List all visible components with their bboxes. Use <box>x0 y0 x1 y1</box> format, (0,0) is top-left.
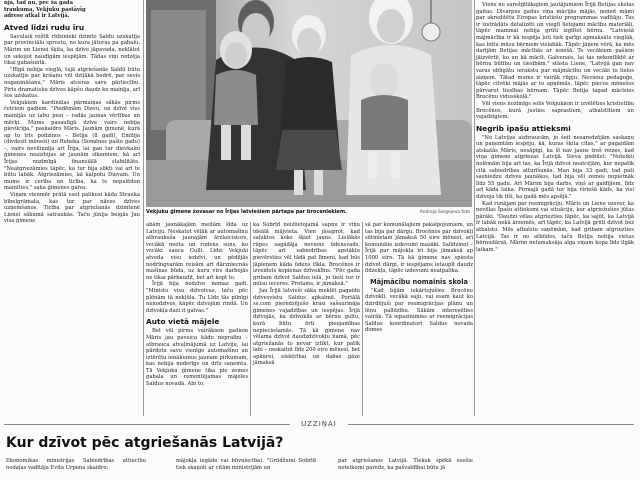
left-paragraph: Savulaik rožtīt rīdzinieki dzimto Saldu uzskatīja par provinciālu sprostu, no kura jāturas pa gabalu. Mārim un Lienei šķita, ka dzīve jāpavada, neklātot un sekojot naudīgām iespējām. Tādas viņi redzēja tikai gabašuntā. <box>4 33 140 67</box>
section-label: UZZIŅAI <box>290 418 348 430</box>
right-paragraph: Viens no sarežģītākajiem jautājumiem Īrijā Betijas skolas gaitas. Divarpus gadus viņa mācījās mājās, ņemot māmi par akreditētu Eiropas kristiešu programmas vadītāju. Tas ir izstrādāts detalizēti un vieglī lietojami mācību materiāli, tāpēc mammai nebija grūti izglītot bērnu. "Latviešā mājmācība ir kā iespēja ļoti tiek garīgi apmaksāts vieglāk, kas būtu mūsu bērniem vislabāk. Tāpēc jāņem vērā, ka mēs darījām Betijas mācībās ar ienešā. Te vecākiem pašiem jāizvērtē, ko un kā mācīt. Galvenais, lai tas nekonfliktē ar bērnu būtību un tiesībām," stāsta Liene, "Latvijā gan nav varas obligātu ierakstu par mājmācību un vecāki to lielos aizņem. Tātad mums ir vairāk rūpju. Nevienu pedagoģe, tāpēc cilvēki mājās ar to apņēmās, tāpēc piecos mēnešos pārvarot tiesības bērnam. Tāpēc Betija tagad mācīsies Brocēnu vidusskolā." <box>476 2 634 101</box>
body-column-2 <box>253 222 360 367</box>
left-paragraph: "Rīgā nebija vieglā, tajā atgriešanās Saldū būtu uzskatījis par krišanu vēl dziļākā bedrē, par sevis noganināšanu," Māris atceras savu pārliecību. Pirts dramatisku dzīves kāpšu daudz ko mainīja, arī šos uzskatus. <box>4 66 140 100</box>
column-divider <box>250 222 251 416</box>
body-column-3 <box>365 222 473 334</box>
right-column <box>476 2 634 253</box>
bottom-headline: Kur dzīvot pēc atgriešanās Latvijā? <box>6 435 284 451</box>
column-divider <box>362 222 363 416</box>
body-paragraph: "Kad bijām iekārtojušies Brocēnu dzīvoklī, vecākā saju, vai esam kaut ko dzirdējuši par reemigrācijas plānu un lēņu palīdzību. Sākām interesēties vairāk. Tā iepazinimies ar reemigrācijas Saldus koordinatori Saldus novada domes <box>365 287 473 334</box>
body-paragraph: abām jaunākajām meitām šīda uz Latviju. Neskatot vēlāk ar automašīnu atbraukuša jaunajām ārzlaicistors, vecākā meita un rudens suns, ko vecāki sauca Gulli. Līdzi Vekjuki atveda visu iedzīvi, un pēdējās nodrīngvarām reisām arī dārzniecnās mašīnas būda, uz kuru vīrs darbojās ne tikai pārbaudit, bet arī kopt to. <box>146 222 248 281</box>
section-heading: Auto vietā mājele <box>146 317 220 327</box>
body-column-1 <box>146 222 248 388</box>
column-divider <box>143 0 144 416</box>
right-paragraph: Vēl viens nozīmīgs solis Vekjukiem ir izvēlēties kristietību Brocēnos, kurā justies saprastiem, atbalstītiem un vajadzīgiem. <box>476 100 634 121</box>
sub-heading: Mājmācību nomainīs skola <box>370 277 468 286</box>
left-paragraph: Vekjukiem kardinālas pārmaiņas sākās pirms četriem gadiem. "Piedēmām Dievu, un dzīvē viss mainījās uz labu pusi – radās jaunas vērtības un mērķi. Mums pasaulīgā dzīve vairs nebija pievilcīga," paskaidro Māris. Jaunām ģimenē, kurā ap to īrls podziņos – Betija (8 gadi), Emīlija (divdesit mēneši) un Rebeka (Somēnes pašlu gadu) –, vairs neviliņnīja arī Īrija, lai gan tur dievkalni ģimenes neaizbijas ar jaunām sīkumiem, kā arī Īrijas nozīmīgā finansiālā stabilitāte. "Neatgriezāmies tāpēc, ka tur bija slikti vai arī te būtu labāk. Atgriezāmies, lai kalpotu Dievam. Un mums ir cerība un ticība, ka te nepalēdon mainīties," saka ģimenes galva. <box>4 99 140 192</box>
column-divider <box>474 0 475 416</box>
bottom-text-1: Ekonomikas ministrijas Sabiedrības attiecību nodaļas vadītāja Evita Urpena skaidro: <box>6 458 146 471</box>
photo-credit: Andreja Sergejeva foto <box>419 210 470 215</box>
left-top-lines: njā, tad nu, pēc šā gada traukuma, Vekjuku pastāvīg adrese atkal ir Latvijā. <box>4 0 86 20</box>
left-column <box>4 0 140 225</box>
right-heading: Negrib īpašu attieksmi <box>476 123 571 133</box>
body-paragraph: Īrijā bija nodzīvo nemaz gadi. "Ministo visu dzīvotvas, taču pēc plēnām tā nekļūla. Tu Līdz tās pilnīgi nenodzīvos, kāpēc dzīvojām rindā. Un dzīvokļa dazi it galvas." <box>146 281 248 314</box>
right-paragraph: Kad runājam par reemigrāciju, Māris un Liene uzsver, ka nevēlas Īpašu attieksmi vai situāciju, kur atgriežušies jūtas pārāki. "Daudzi vēlas atgriezties tāpēc, ka sajūt, ka Latvijā ir labāk nekā ārzemēs, arī tāpēc, ka Latvijā grūti dzīvot bez atbalstu. Mēs atbalstu saņēmām, kad gribam atgriezties Latvijā. Tas ir no atbildes, taču Betija nebija vietas bērnudārzā, Mārim nelumaksāja alga viņam kopa līdz ilgāk laikam." <box>476 200 634 253</box>
body-paragraph: ka Sobrīd neizlietojamā sapņu ir viņu ideālā mājvieta. Vien jāsaprot, kad saļuktos koks šķiet jauns. Lielākās rūpes sagādāja neviens ūdensvads, tāpēc arī sabiedrības apstāklu pievērsties vēl tādā pat līmeni, kad būs jāpieņem kāda ūdens tīkla. Brocēnos ir izveidots kopienas dzīvoklīns. "Pēc gada gribam dzīvot Saldus ielā, jo tieši tur ir mūsu ieceres. Protams, ir jāmaksā." <box>253 222 360 288</box>
left-heading: Atved līdzi rudu īru <box>4 22 85 32</box>
bottom-text-2: mājokļa iegāde vai būvniecība). "Grūdžumi Sobrīd tiek skaņoti ar citām ministrijām un <box>176 458 316 471</box>
body-paragraph: Bet vēl pirms vairākiem gadiem Māris jau paveica kādu nepraību – atbrauca atvaļinājumā uz Latviju, lai pārdotu savu vienīgo automašīnu un iztērētu ienākumus jaunam pirkumam, kas nebija noderīgs un drīz saņemta. Tā Vekjuku ģimene tika pie zemes gabala un remontējamas mājeles Saldus novadā. Abi to, <box>146 328 248 388</box>
right-paragraph: "No Latvijas aizbraucām, jo šeit nesaredzējām saskaņu un paņemtām iespēju, kā, kuras šķita citas," ar pagaidām atskatās Māris, nesāpīgi, ka šī nav jauns treš reizes, kad viņa ģimene atgriezas Latvijā. Sieva piebilst: "Noteikti nolēmām bija arī tas, ka Īrijā dzīvot neatcējām, kur nepatīk citā sabiedrības atturīšanās. Man bija 33 gadi, tad pati sasniedzu dzīves jaunākos, tad bija vēl zemes nopietnāk līdz 55 gadu. Arī Mārim bija darbs, viņš ar gaidījiem, līdz arī kāda laika. Pirmajā gadā tur bija vīriešā kāds, ka visi dzīvoja tik tīši, ka gadā mēs apsējā." <box>476 134 634 201</box>
left-paragraph: Viņam vienmēr prātā esot palikusi kāda Strauka bībelgrāmata, kas tur par nāves dzīves uzņemšanos. Ticība par atgriežanās dzimtenē Lienei sākumā satraukās. Taču jūnija beigās Jau visa ģimene <box>4 192 140 225</box>
family-photo <box>146 0 472 207</box>
bottom-text-3: par atgriešanos Latvijā. Tieksk spēkā esošie noteikumi paredz, ka pašvaldībai būtu jā <box>338 458 473 471</box>
photo-caption <box>146 208 472 217</box>
body-paragraph: Jau Īrijā latvieši sāka meklēt pagaidu dzīvesvietu Saldus apkaimē. Portālā ss.com pieredzējušo krasi sašaurināja ģimenes vajadzības un iespējas. Īrijā dzīvojās, ka dzīvoklīs ar bērnu gultu, kurā būtu ērti pieejamības nepieciešamās. Tā kā ģimene nav vēlama dzīvot daudzdzīvokļu namā, pēc atgriežanās to nevar iztikt, kur patīk labi – neskaitot līdz 200 eiro mēnesī, bet apkurei, elektrībai un dabas gāze jāmaksā <box>253 287 360 367</box>
caption-text: Vekjuku ģimene šovasar no Īrijas latviešiem pārtapa par brocenlekiem. <box>146 209 347 215</box>
body-paragraph: sā par komunālajiem pakalpojumiem, un tas bija par dārgu. Brocēnos par dzīvokļi sūtmistam jāmaksā 50 eiro mēnesī, arī komunālie izdevumi mazāki. Salīdzinot – Īrijā par mājokļa īri bija jāmaksā ap 1000 eiro. Tā kā ģimene nav spiesta dzīvot dārgi, ir iespējams ietaupīt daudz līdzekļu, tāpēc izdevumi neatpalika. <box>365 222 473 275</box>
